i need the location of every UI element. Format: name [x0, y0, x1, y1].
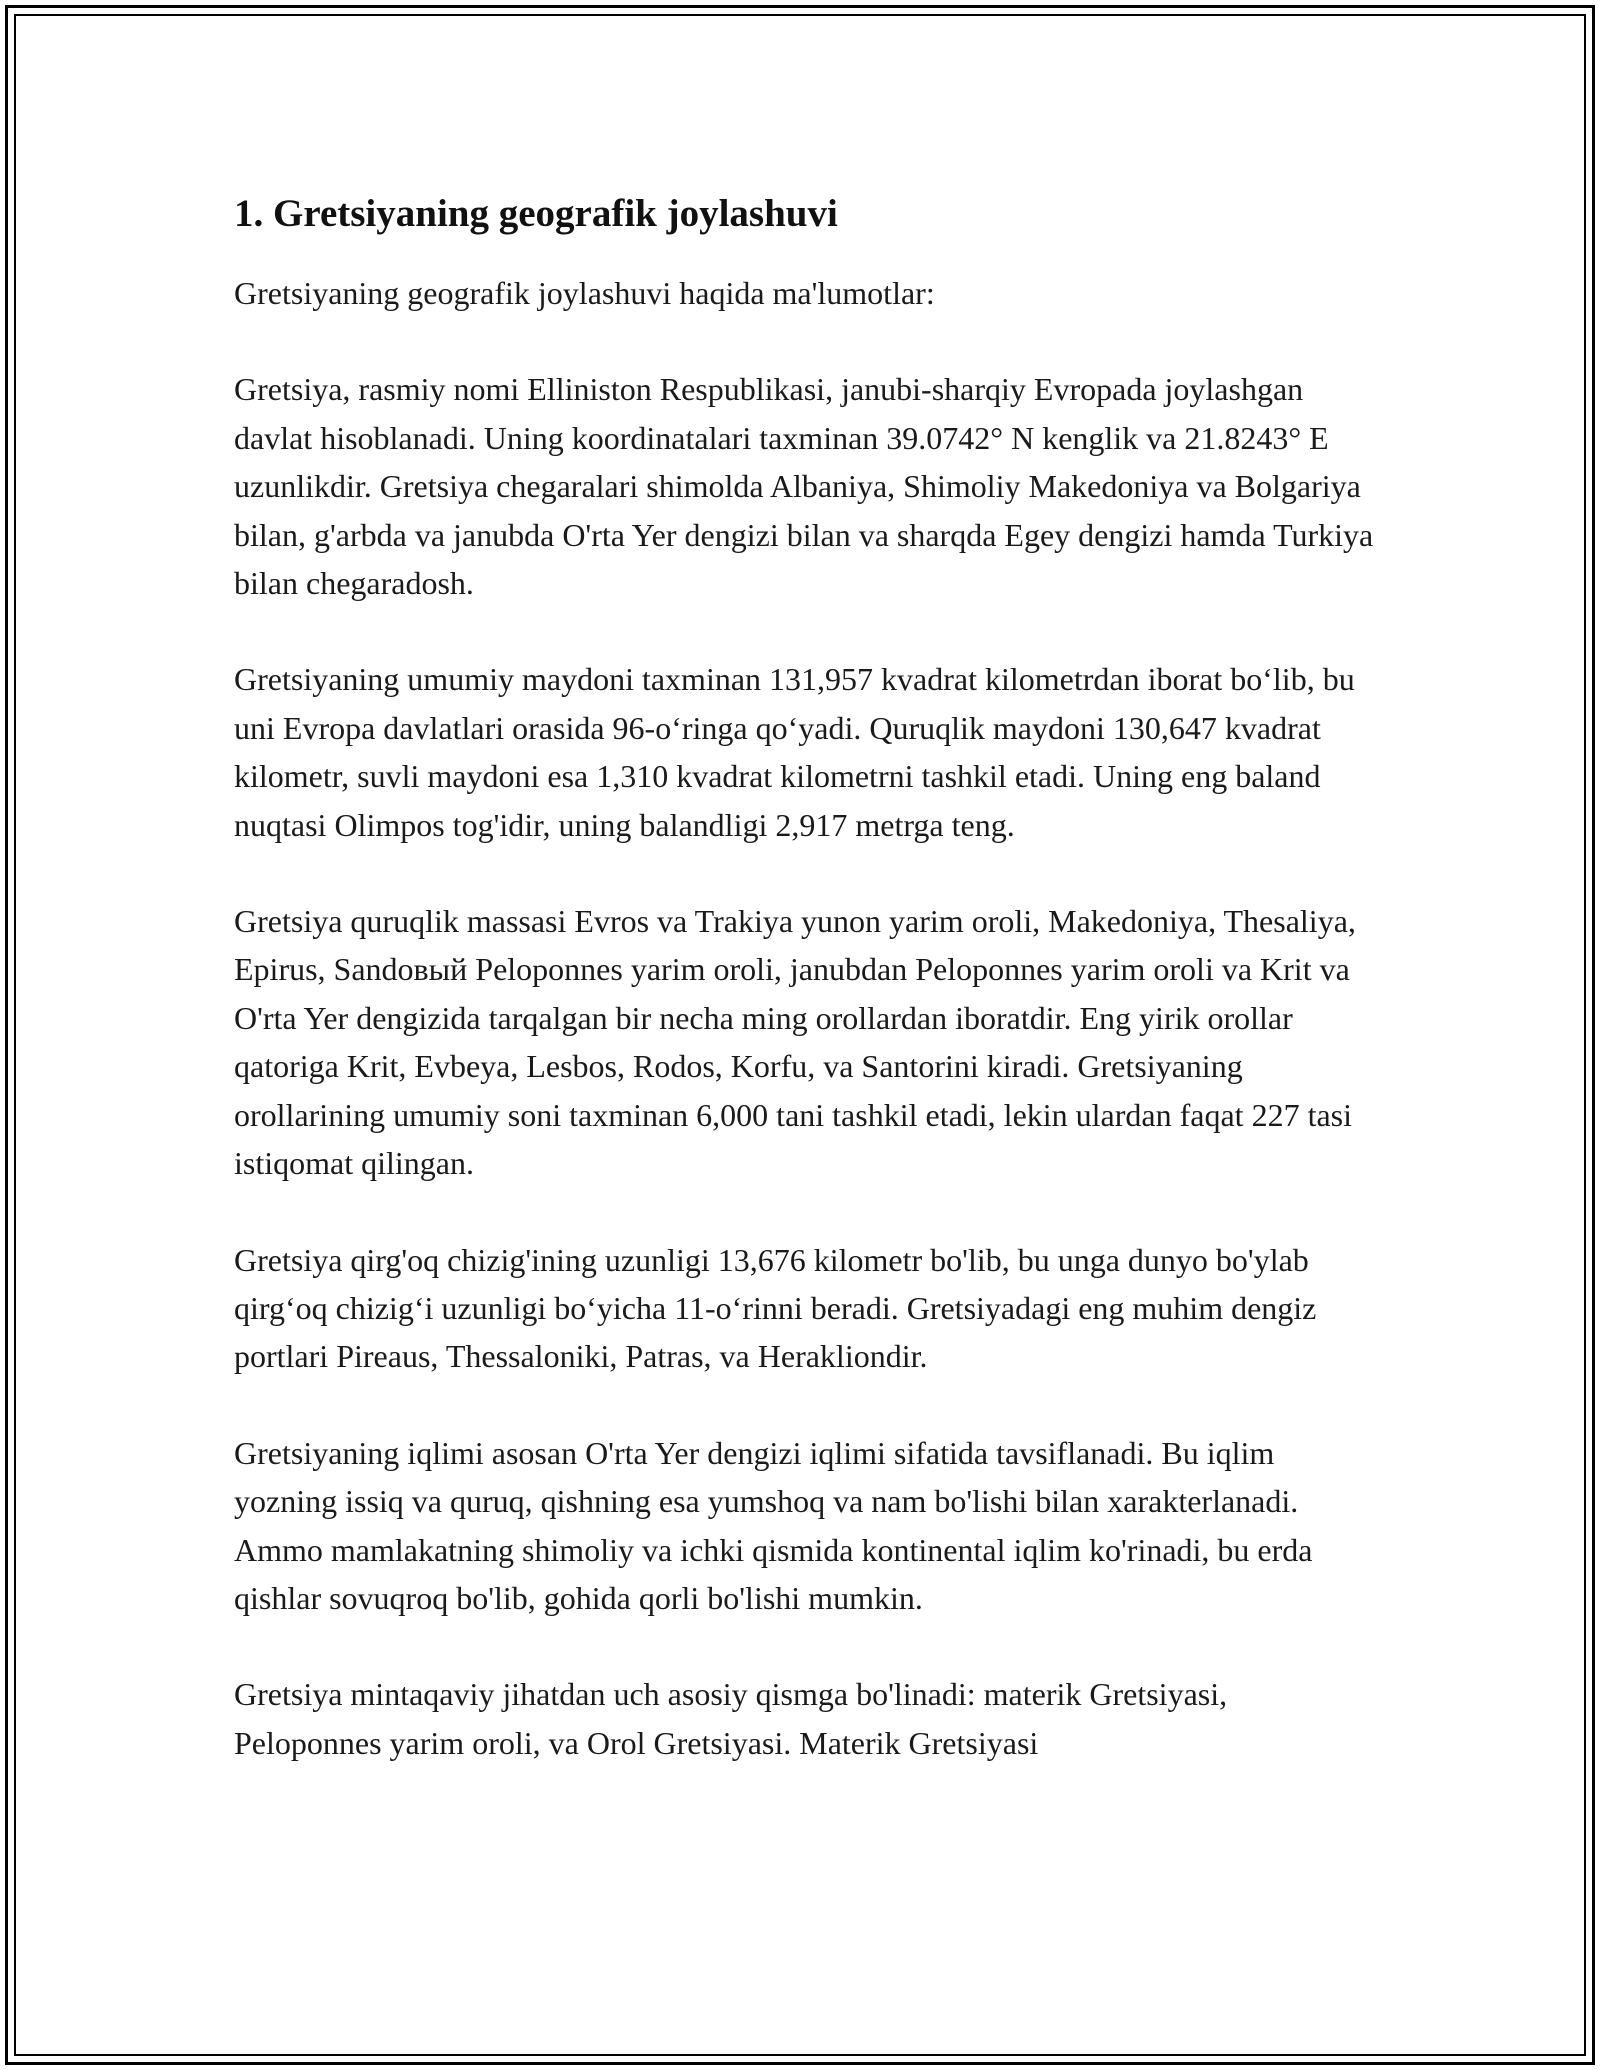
paragraph-area: Gretsiyaning umumiy maydoni taxminan 131,957 kvadrat kilometrdan iborat bo‘lib, bu uni Evropa davlatlari orasida 96-o‘ringa qo‘yadi. Quruqlik maydoni 130,647 kvadrat kilometr, suvli maydoni esa 1,310 kvadrat kilometrni tashkil etadi. Uning eng baland nuqtasi Olimpos tog'idir, uning balandligi 2,917 metrga teng.	[234, 661, 1355, 843]
paragraph-location: Gretsiya, rasmiy nomi Elliniston Respublikasi, janubi-sharqiy Evropada joylashgan davlat hisoblanadi. Uning koordinatalari taxminan 39.0742° N kenglik va 21.8243° E uzunlikdir. Gretsiya chegaralari shimolda Albaniya, Shimoliy Makedoniya va Bolgariya bilan, g'arbda va janubda O'rta Yer dengizi bilan va sharqda Egey dengizi hamda Turkiya bilan chegaradosh.	[234, 371, 1374, 602]
paragraph-intro: Gretsiyaning geografik joylashuvi haqida ma'lumotlar:	[234, 275, 935, 311]
section-heading: 1. Gretsiyaning geografik joylashuvi	[234, 192, 838, 235]
paragraph-coastline: Gretsiya qirg'oq chizig'ining uzunligi 13,676 kilometr bo'lib, bu unga dunyo bo'ylab qirg‘oq chizig‘i uzunligi bo‘yicha 11-o‘rinni beradi. Gretsiyadagi eng muhim dengiz portlari Pireaus, Thessaloniki, Patras, va Herakliondir.	[234, 1241, 1317, 1375]
paragraph-regions: Gretsiya mintaqaviy jihatdan uch asosiy qismga bo'linadi: materik Gretsiyasi, Peloponnes yarim oroli, va Orol Gretsiyasi. Materik Gretsiyasi	[234, 1676, 1228, 1761]
paragraph-landmass: Gretsiya quruqlik massasi Evros va Trakiya yunon yarim oroli, Makedoniya, Thesaliya, Epirus, Sandовый Peloponnes yarim oroli, janubdan Peloponnes yarim oroli va Krit va O'rta Yer dengizida tarqalgan bir necha ming orollardan iboratdir. Eng yirik orollar qatoriga Krit, Evbeya, Lesbos, Rodos, Korfu, va Santorini kiradi. Gretsiyaning orollarining umumiy soni taxminan 6,000 tani tashkil etadi, lekin ulardan faqat 227 tasi istiqomat qilingan.	[234, 903, 1356, 1182]
document-body	[234, 186, 1374, 1815]
paragraph-climate: Gretsiyaning iqlimi asosan O'rta Yer dengizi iqlimi sifatida tavsiflanadi. Bu iqlim yozning issiq va quruq, qishning esa yumshoq va nam bo'lishi bilan xarakterlanadi. Ammo mamlakatning shimoliy va ichki qismida kontinental iqlim ko'rinadi, bu erda qishlar sovuqroq bo'lib, gohida qorli bo'lishi mumkin.	[234, 1434, 1313, 1616]
